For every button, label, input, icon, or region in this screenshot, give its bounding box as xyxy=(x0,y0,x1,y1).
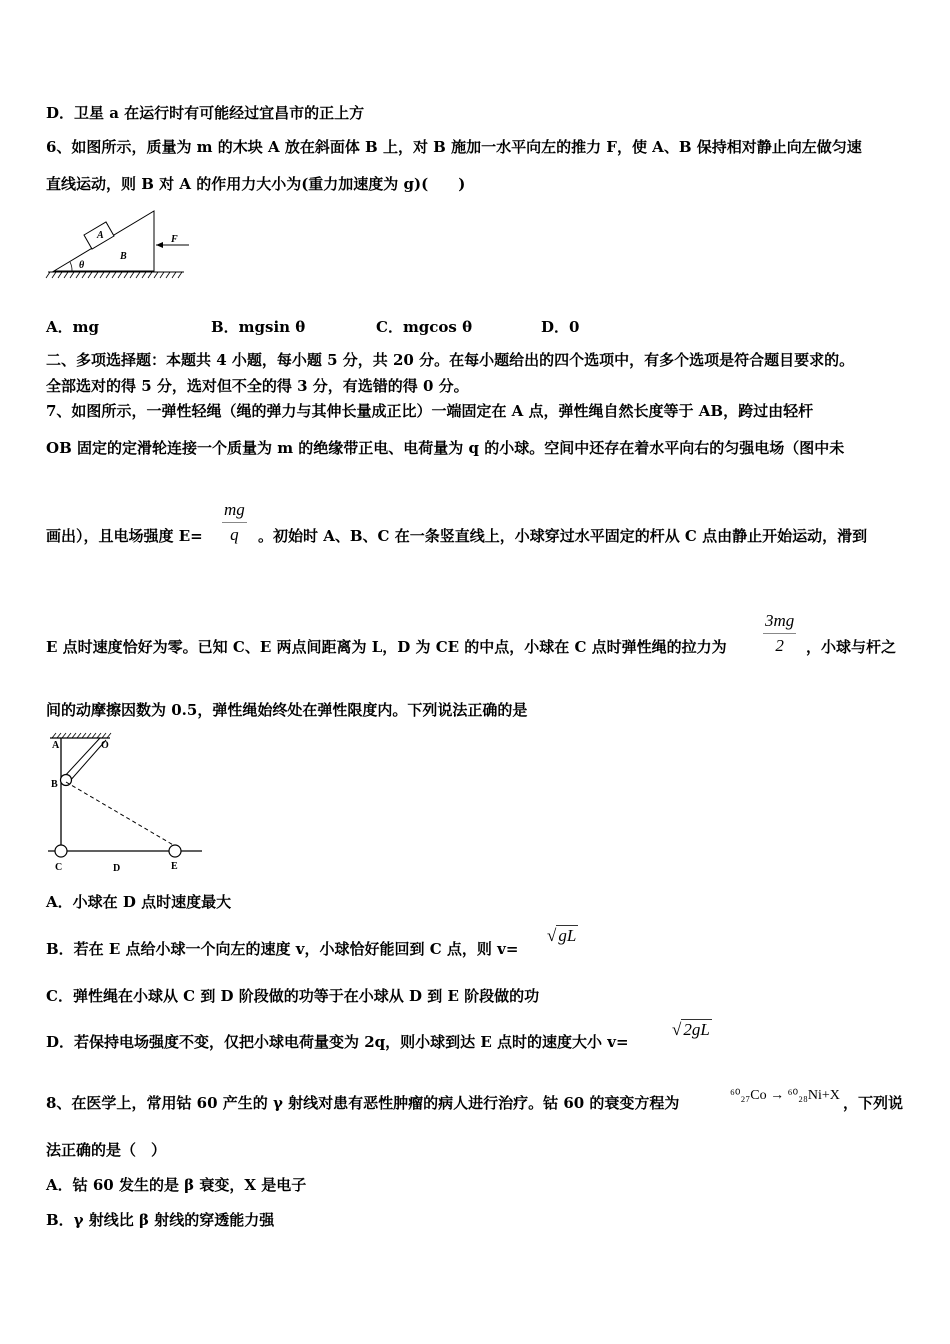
label-a: A xyxy=(52,740,60,751)
tension-fraction xyxy=(763,611,796,656)
q6-option-a: A．mg xyxy=(46,318,99,336)
q7-stem-line1: 7、如图所示，一弹性轻绳（绳的弹力与其伸长量成正比）一端固定在 A 点，弹性绳自然长度等于 AB，跨过由轻杆 xyxy=(46,402,814,420)
sqrt-gl: √ gL xyxy=(547,926,577,945)
q8-stem-line1a: 8、在医学上，常用钴 60 产生的 γ 射线对患有恶性肿瘤的病人进行治疗。钴 60 的衰变方程为 xyxy=(46,1094,680,1112)
frac1-den: q xyxy=(230,525,239,544)
q7-stem-line3b: 。初始时 A、B、C 在一条竖直线上，小球穿过水平固定的杆从 C 点由静止开始运动，滑到 xyxy=(258,527,868,545)
q6-stem-line1: 6、如图所示，质量为 m 的木块 A 放在斜面体 B 上，对 B 施加一水平向左的推力 F，使 A、B 保持相对静止向左做匀速 xyxy=(46,138,862,156)
q7-stem-line3a: 画出），且电场强度 E= xyxy=(46,527,203,545)
incline-figure xyxy=(44,205,194,285)
q7-option-a: A．小球在 D 点时速度最大 xyxy=(46,893,232,911)
q7-option-d: D．若保持电场强度不变，仅把小球电荷量变为 2q，则小球到达 E 点时的速度大小 v= xyxy=(46,1033,629,1051)
q6-option-c: C．mgcos θ xyxy=(376,318,473,336)
q8-option-b: B．γ 射线比 β 射线的穿透能力强 xyxy=(46,1211,275,1229)
q6-stem-line2: 直线运动，则 B 对 A 的作用力大小为(重力加速度为 g)( ) xyxy=(46,175,466,193)
label-a: A xyxy=(97,230,104,241)
frac2-den: 2 xyxy=(775,636,784,655)
q5-option-d: D．卫星 a 在运行时有可能经过宜昌市的正上方 xyxy=(46,104,365,122)
label-d: D xyxy=(113,863,121,874)
pulley xyxy=(61,775,72,786)
q6-option-b: B．mgsin θ xyxy=(211,318,306,336)
q7-stem-line2: OB 固定的定滑轮连接一个质量为 m 的绝缘带正电、电荷量为 q 的小球。空间中还存在着水平向右的匀强电场（图中未 xyxy=(46,439,845,457)
label-b: B xyxy=(120,251,127,262)
force-arrow xyxy=(156,242,163,248)
q8-stem-line2: 法正确的是（ ） xyxy=(46,1141,167,1159)
frac1-num: mg xyxy=(224,500,245,519)
q7-stem-line4a: E 点时速度恰好为零。已知 C、E 两点间距离为 L，D 为 CE 的中点，小球在 C 点时弹性绳的拉力为 xyxy=(46,638,727,656)
q7-stem-line4b: ，小球与杆之 xyxy=(806,638,897,656)
section2-line2: 全部选对的得 5 分，选对但不全的得 3 分，有选错的得 0 分。 xyxy=(46,377,469,395)
label-o: O xyxy=(101,740,109,751)
section2-line1: 二、多项选择题：本题共 4 小题，每小题 5 分，共 20 分。在每小题给出的四个选项中，有多个选项是符合题目要求的。 xyxy=(46,351,855,369)
q8-stem-line1b: ，下列说 xyxy=(843,1094,904,1112)
ball-e xyxy=(169,845,181,857)
sqrt-2gl: √ 2gL xyxy=(672,1020,710,1039)
frac2-num: 3mg xyxy=(765,611,795,630)
sqrt-gl-radicand: gL xyxy=(558,926,577,945)
label-e: E xyxy=(171,861,178,872)
q7-stem-line5: 间的动摩擦因数为 0.5，弹性绳始终处在弹性限度内。下列说法正确的是 xyxy=(46,701,528,719)
q8-option-a: A．钴 60 发生的是 β 衰变，X 是电子 xyxy=(46,1176,307,1194)
decay-equation: ⁶⁰₂₇Co → ⁶⁰₂₈Ni+X xyxy=(730,1088,840,1103)
label-c: C xyxy=(55,862,63,873)
q7-option-b: B．若在 E 点给小球一个向左的速度 v，小球恰好能回到 C 点，则 v= xyxy=(46,940,519,958)
label-b: B xyxy=(51,779,58,790)
pulley-figure xyxy=(44,730,209,880)
q7-option-c: C．弹性绳在小球从 C 到 D 阶段做的功等于在小球从 D 到 E 阶段做的功 xyxy=(46,987,540,1005)
sqrt-2gl-radicand: 2gL xyxy=(683,1020,710,1039)
field-strength-fraction xyxy=(222,500,247,545)
label-theta: θ xyxy=(79,260,85,271)
ball-c xyxy=(55,845,67,857)
q6-option-d: D．0 xyxy=(541,318,580,336)
label-f: F xyxy=(171,234,178,245)
